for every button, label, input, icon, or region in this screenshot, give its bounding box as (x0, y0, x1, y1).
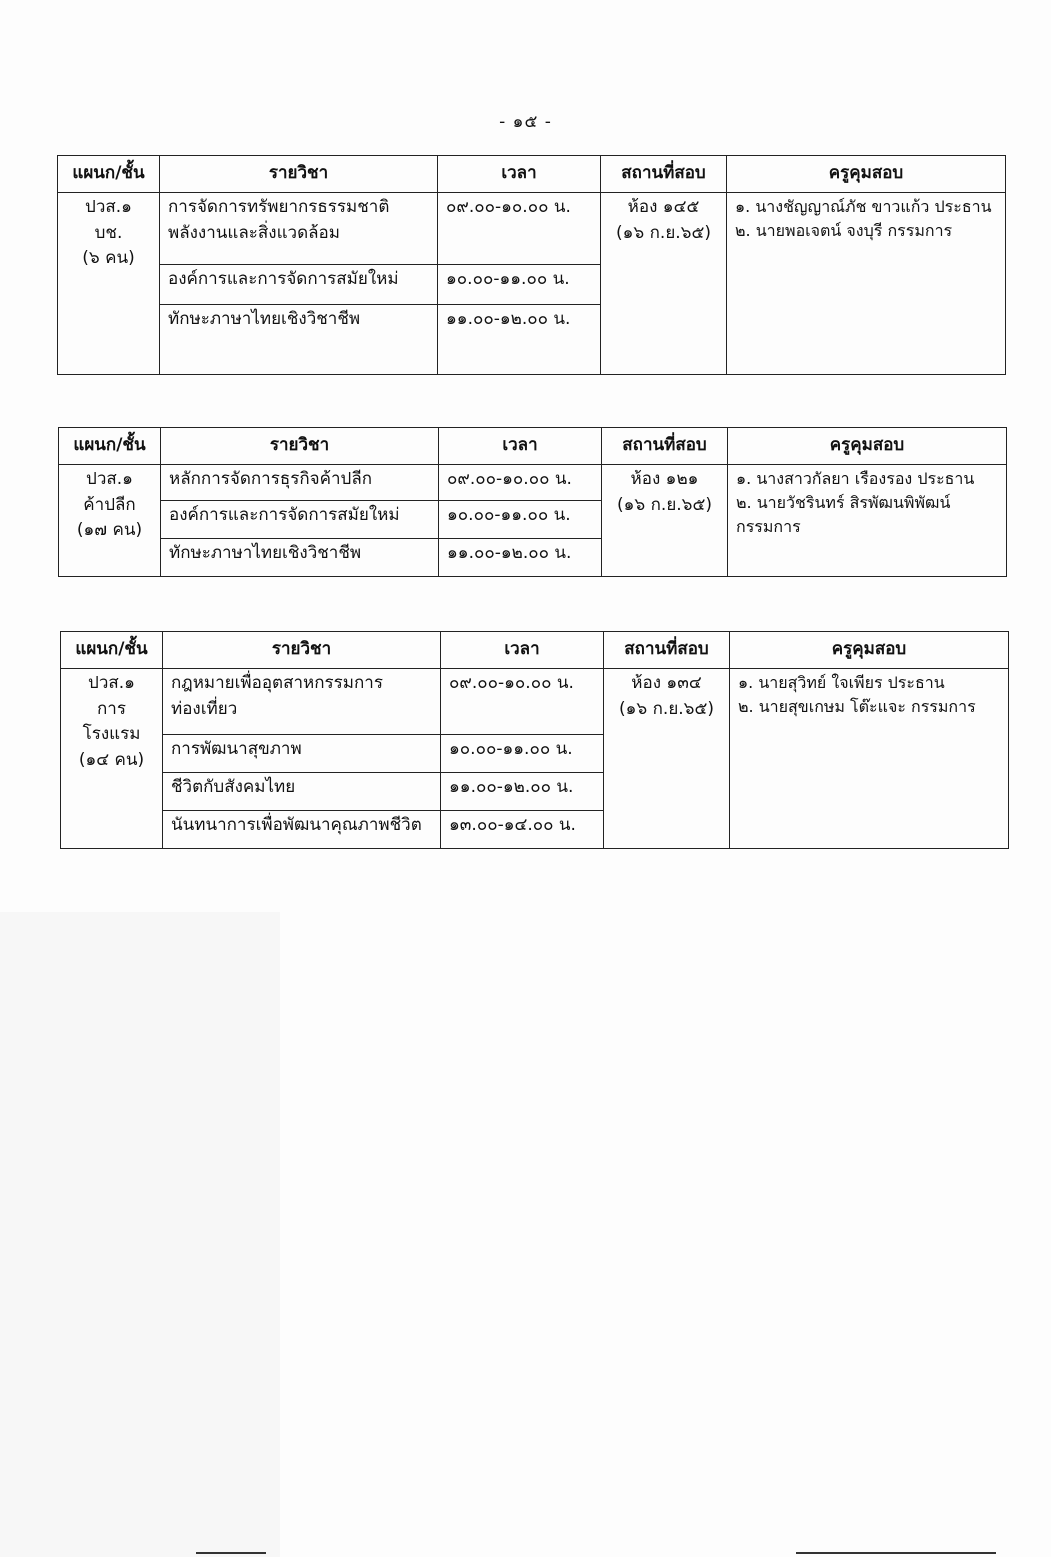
department-cell (61, 669, 163, 849)
subject-name: พลังงานและสิ่งแวดล้อม (168, 222, 340, 243)
department-label: ปวส.๑ (86, 469, 133, 489)
header-row (59, 428, 1007, 465)
subject-name: ท่องเที่ยว (171, 698, 238, 719)
header-subject: รายวิชา (160, 156, 438, 193)
exam-time: ๑๐.๐๐-๑๑.๐๐ น. (439, 501, 602, 539)
subject-cell (161, 539, 439, 577)
department-label: โรงแรม (82, 724, 141, 744)
proctor-name: ๑. นายสุวิทย์ ใจเพียร ประธาน (738, 673, 945, 692)
header-subject: รายวิชา (161, 428, 439, 465)
exam-time: ๑๐.๐๐-๑๑.๐๐ น. (438, 265, 601, 305)
proctors-cell (728, 465, 1007, 577)
exam-time: ๐๙.๐๐-๑๐.๐๐ น. (441, 669, 604, 735)
department-label: การ (97, 698, 126, 719)
page-number: - ๑๕ - (499, 112, 552, 132)
department-label: ค้าปลีก (83, 494, 136, 515)
department-label: ปวส.๑ (85, 197, 132, 217)
exam-time: ๑๓.๐๐-๑๔.๐๐ น. (441, 811, 604, 849)
exam-table (60, 631, 1009, 849)
proctor-name: กรรมการ (736, 517, 801, 536)
exam-room-label: ห้อง ๑๓๔ (631, 673, 702, 693)
proctor-name: ๑. นางสาวกัลยา เรืองรอง ประธาน (736, 469, 975, 488)
proctor-name: ๑. นางชัญญาณ์ภัช ขาวแก้ว ประธาน (735, 197, 992, 216)
subject-name: ทักษะภาษาไทยเชิงวิชาชีพ (169, 543, 362, 563)
proctor-name: ๒. นายพอเจตน์ จงบุรี กรรมการ (735, 221, 953, 240)
header-department: แผนก/ชั้น (58, 156, 160, 193)
subject-name: กฎหมายเพื่ออุตสาหกรรมการ (171, 673, 383, 693)
page-shading (0, 912, 280, 1557)
exam-room-cell (604, 669, 730, 849)
header-department: แผนก/ชั้น (59, 428, 161, 465)
subject-name: การจัดการทรัพยากรธรรมชาติ (168, 197, 390, 217)
exam-room-label: (๑๖ ก.ย.๖๕) (616, 222, 711, 243)
exam-time: ๐๙.๐๐-๑๐.๐๐ น. (438, 193, 601, 265)
header-proctors: ครูคุมสอบ (727, 156, 1006, 193)
header-time: เวลา (441, 632, 604, 669)
subject-name: องค์การและการจัดการสมัยใหม่ (168, 269, 399, 289)
subject-cell (163, 811, 441, 849)
table-row (61, 669, 1009, 735)
subject-name: การพัฒนาสุขภาพ (171, 739, 302, 759)
header-row (58, 156, 1006, 193)
exam-room-cell (602, 465, 728, 577)
department-label: (๑๗ คน) (76, 520, 143, 540)
department-label: (๑๔ คน) (78, 749, 145, 770)
exam-time: ๑๑.๐๐-๑๒.๐๐ น. (441, 773, 604, 811)
subject-name: ทักษะภาษาไทยเชิงวิชาชีพ (168, 309, 361, 329)
department-label: บช. (94, 222, 123, 243)
exam-room-label: ห้อง ๑๒๑ (630, 469, 699, 489)
exam-table (58, 427, 1007, 577)
subject-cell (163, 773, 441, 811)
department-cell (59, 465, 161, 577)
table-row (59, 465, 1007, 501)
subject-cell (160, 305, 438, 375)
bottom-edge-mark (196, 1552, 266, 1554)
subject-cell (163, 669, 441, 735)
exam-table (57, 155, 1006, 375)
subject-name: หลักการจัดการธุรกิจค้าปลีก (169, 469, 373, 489)
header-time: เวลา (439, 428, 602, 465)
header-exam-room: สถานที่สอบ (601, 156, 727, 193)
header-exam-room: สถานที่สอบ (602, 428, 728, 465)
proctors-cell (730, 669, 1009, 849)
subject-cell (163, 735, 441, 773)
proctors-cell (727, 193, 1006, 375)
exam-time: ๑๐.๐๐-๑๑.๐๐ น. (441, 735, 604, 773)
header-time: เวลา (438, 156, 601, 193)
subject-name: ชีวิตกับสังคมไทย (171, 777, 296, 797)
header-row (61, 632, 1009, 669)
department-label: (๖ คน) (82, 248, 135, 268)
proctor-name: ๒. นายสุขเกษม โต๊ะแจะ กรรมการ (738, 697, 976, 716)
exam-room-cell (601, 193, 727, 375)
header-proctors: ครูคุมสอบ (730, 632, 1009, 669)
subject-cell (161, 501, 439, 539)
header-department: แผนก/ชั้น (61, 632, 163, 669)
department-cell (58, 193, 160, 375)
department-label: ปวส.๑ (88, 673, 135, 693)
exam-room-label: (๑๖ ก.ย.๖๕) (617, 494, 712, 515)
subject-cell (160, 193, 438, 265)
bottom-edge-mark (796, 1552, 996, 1554)
exam-room-label: ห้อง ๑๔๕ (627, 197, 700, 217)
exam-time: ๐๙.๐๐-๑๐.๐๐ น. (439, 465, 602, 501)
header-proctors: ครูคุมสอบ (728, 428, 1007, 465)
exam-time: ๑๑.๐๐-๑๒.๐๐ น. (438, 305, 601, 375)
subject-name: นันทนาการเพื่อพัฒนาคุณภาพชีวิต (171, 815, 422, 835)
subject-cell (161, 465, 439, 501)
exam-room-label: (๑๖ ก.ย.๖๕) (619, 698, 714, 719)
subject-cell (160, 265, 438, 305)
table-row (58, 193, 1006, 265)
proctor-name: ๒. นายวัชรินทร์ สิรพัฒนพิพัฒน์ (736, 493, 951, 512)
exam-time: ๑๑.๐๐-๑๒.๐๐ น. (439, 539, 602, 577)
header-subject: รายวิชา (163, 632, 441, 669)
subject-name: องค์การและการจัดการสมัยใหม่ (169, 505, 400, 525)
header-exam-room: สถานที่สอบ (604, 632, 730, 669)
